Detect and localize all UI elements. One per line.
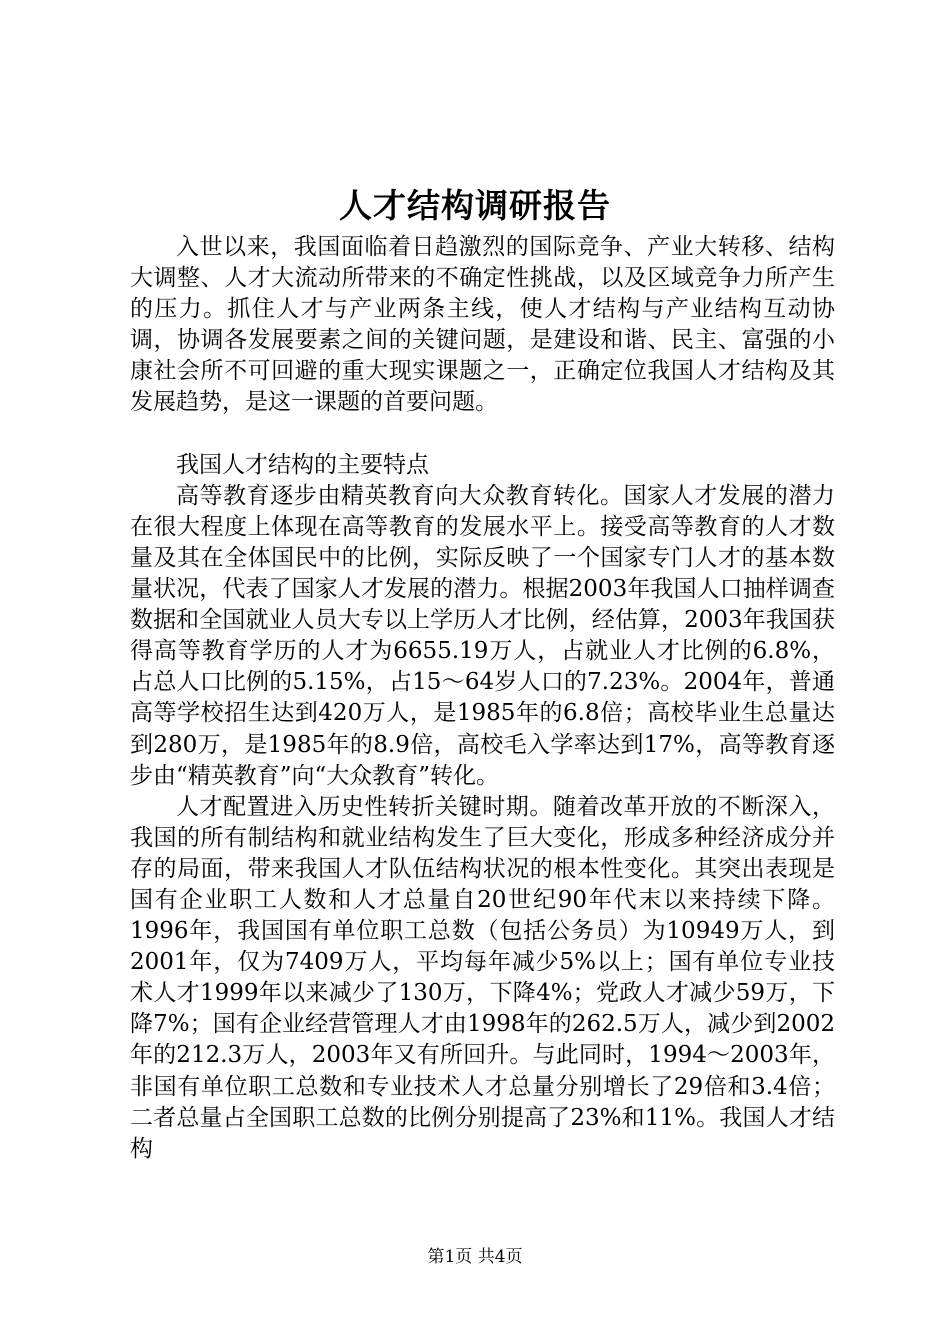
page-footer: 第1页 共4页 xyxy=(427,1247,523,1267)
document-title: 人才结构调研报告 xyxy=(339,186,611,225)
document-body xyxy=(130,232,835,1165)
paragraph-talent-allocation: 人才配置进入历史性转折关键时期。随着改革开放的不断深入，我国的所有制结构和就业结构发生了巨大变化，形成多种经济成分并存的局面，带来我国人才队伍结构状况的根本性变化。其突出表现是国有企业职工人数和人才总量自20世纪90年代末以来持续下降。1996年，我国国有单位职工总数（包括公务员）为10949万人，到2001年，仅为7409万人，平均每年减少5%以上；国有单位专业技术人才1999年以来减少了130万，下降4%；党政人才减少59万，下降7%；国有企业经营管理人才由1998年的262.5万人，减少到2002年的212.3万人，2003年又有所回升。与此同时，1994～2003年，非国有单位职工总数和专业技术人才总量分别增长了29倍和3.4倍；二者总量占全国职工总数的比例分别提高了23%和11%。我国人才结构 xyxy=(130,793,835,1162)
paragraph-higher-education: 高等教育逐步由精英教育向大众教育转化。国家人才发展的潜力在很大程度上体现在高等教育的发展水平上。接受高等教育的人才数量及其在全体国民中的比例，实际反映了一个国家专门人才的基本数量状况，代表了国家人才发展的潜力。根据2003年我国人口抽样调查数据和全国就业人员大专以上学历人才比例，经估算，2003年我国获得高等教育学历的人才为6655.19万人，占就业人才比例的6.8%，占总人口比例的5.15%，占15～64岁人口的7.23%。2004年，普通高等学校招生达到420万人，是1985年的6.8倍；高校毕业生总量达到280万，是1985年的8.9倍，高校毛入学率达到17%，高等教育逐步由“精英教育”向“大众教育”转化。 xyxy=(130,482,835,789)
section-heading: 我国人才结构的主要特点 xyxy=(176,451,429,478)
intro-paragraph: 入世以来，我国面临着日趋激烈的国际竞争、产业大转移、结构大调整、人才大流动所带来的不确定性挑战，以及区域竞争力所产生的压力。抓住人才与产业两条主线，使人才结构与产业结构互动协调，协调各发展要素之间的关键问题，是建设和谐、民主、富强的小康社会所不可回避的重大现实课题之一，正确定位我国人才结构及其发展趋势，是这一课题的首要问题。 xyxy=(130,234,835,416)
paragraph-spacer xyxy=(130,419,835,450)
